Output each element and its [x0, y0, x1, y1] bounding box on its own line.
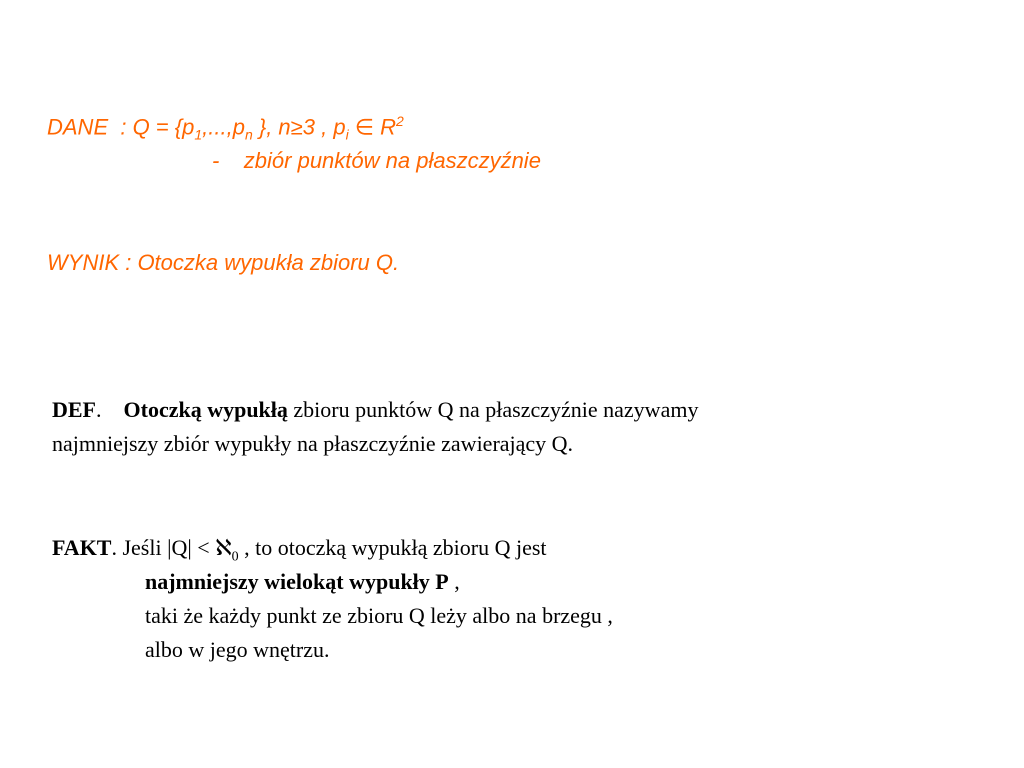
dane-r: R [380, 114, 396, 140]
dane-dash: - [212, 148, 220, 173]
def-line-1 [52, 397, 698, 423]
fakt-pre: . Jeśli |Q| < [111, 535, 216, 560]
def-label: DEF [52, 397, 96, 422]
dane-in-symbol: ∈ [348, 114, 381, 140]
fakt-polygon-bold: najmniejszy wielokąt wypukły P [145, 569, 449, 594]
aleph-symbol: ℵ [215, 535, 232, 560]
dane-sup-2: 2 [395, 113, 404, 129]
fakt-line-3-text: taki że każdy punkt ze zbioru Q leży albo na brzegu , [145, 603, 613, 628]
wynik-text: WYNIK : Otoczka wypukła zbioru Q. [47, 250, 400, 275]
fakt-line-4-text: albo w jego wnętrzu. [145, 637, 330, 662]
dane-desc-line [212, 148, 541, 174]
aleph-sub-0: 0 [231, 549, 239, 565]
def-line-2 [52, 431, 573, 457]
dane-sub-n: n [244, 126, 253, 143]
dane-line [47, 113, 404, 143]
dane-set-close: }, n [252, 114, 291, 140]
wynik-line [47, 250, 399, 276]
fakt-line-3 [145, 603, 613, 629]
fakt-post: , to otoczką wypukłą zbioru Q jest [238, 535, 547, 560]
fakt-line-1 [52, 535, 547, 565]
dane-label: DANE [47, 114, 109, 140]
def-line-2-text: najmniejszy zbiór wypukły na płaszczyźnie zawierający Q. [52, 431, 574, 456]
dane-three: 3 , p [302, 114, 346, 140]
dane-description: zbiór punktów na płaszczyźnie [243, 148, 541, 173]
dane-sub-i: i [345, 126, 349, 143]
def-term: Otoczką wypukłą [123, 397, 288, 422]
dane-sub-1: 1 [194, 126, 203, 143]
def-dot: . [96, 397, 102, 422]
fakt-line-2-rest: , [448, 569, 460, 594]
dane-dots: ,...,p [202, 114, 245, 140]
dane-geq-symbol: ≥ [290, 114, 303, 140]
fakt-line-4 [145, 637, 330, 663]
fakt-line-2 [145, 569, 460, 595]
def-rest: zbioru punktów Q na płaszczyźnie nazywamy [287, 397, 699, 422]
dane-set-open: : Q = {p [120, 114, 195, 140]
fakt-label: FAKT [52, 535, 112, 560]
